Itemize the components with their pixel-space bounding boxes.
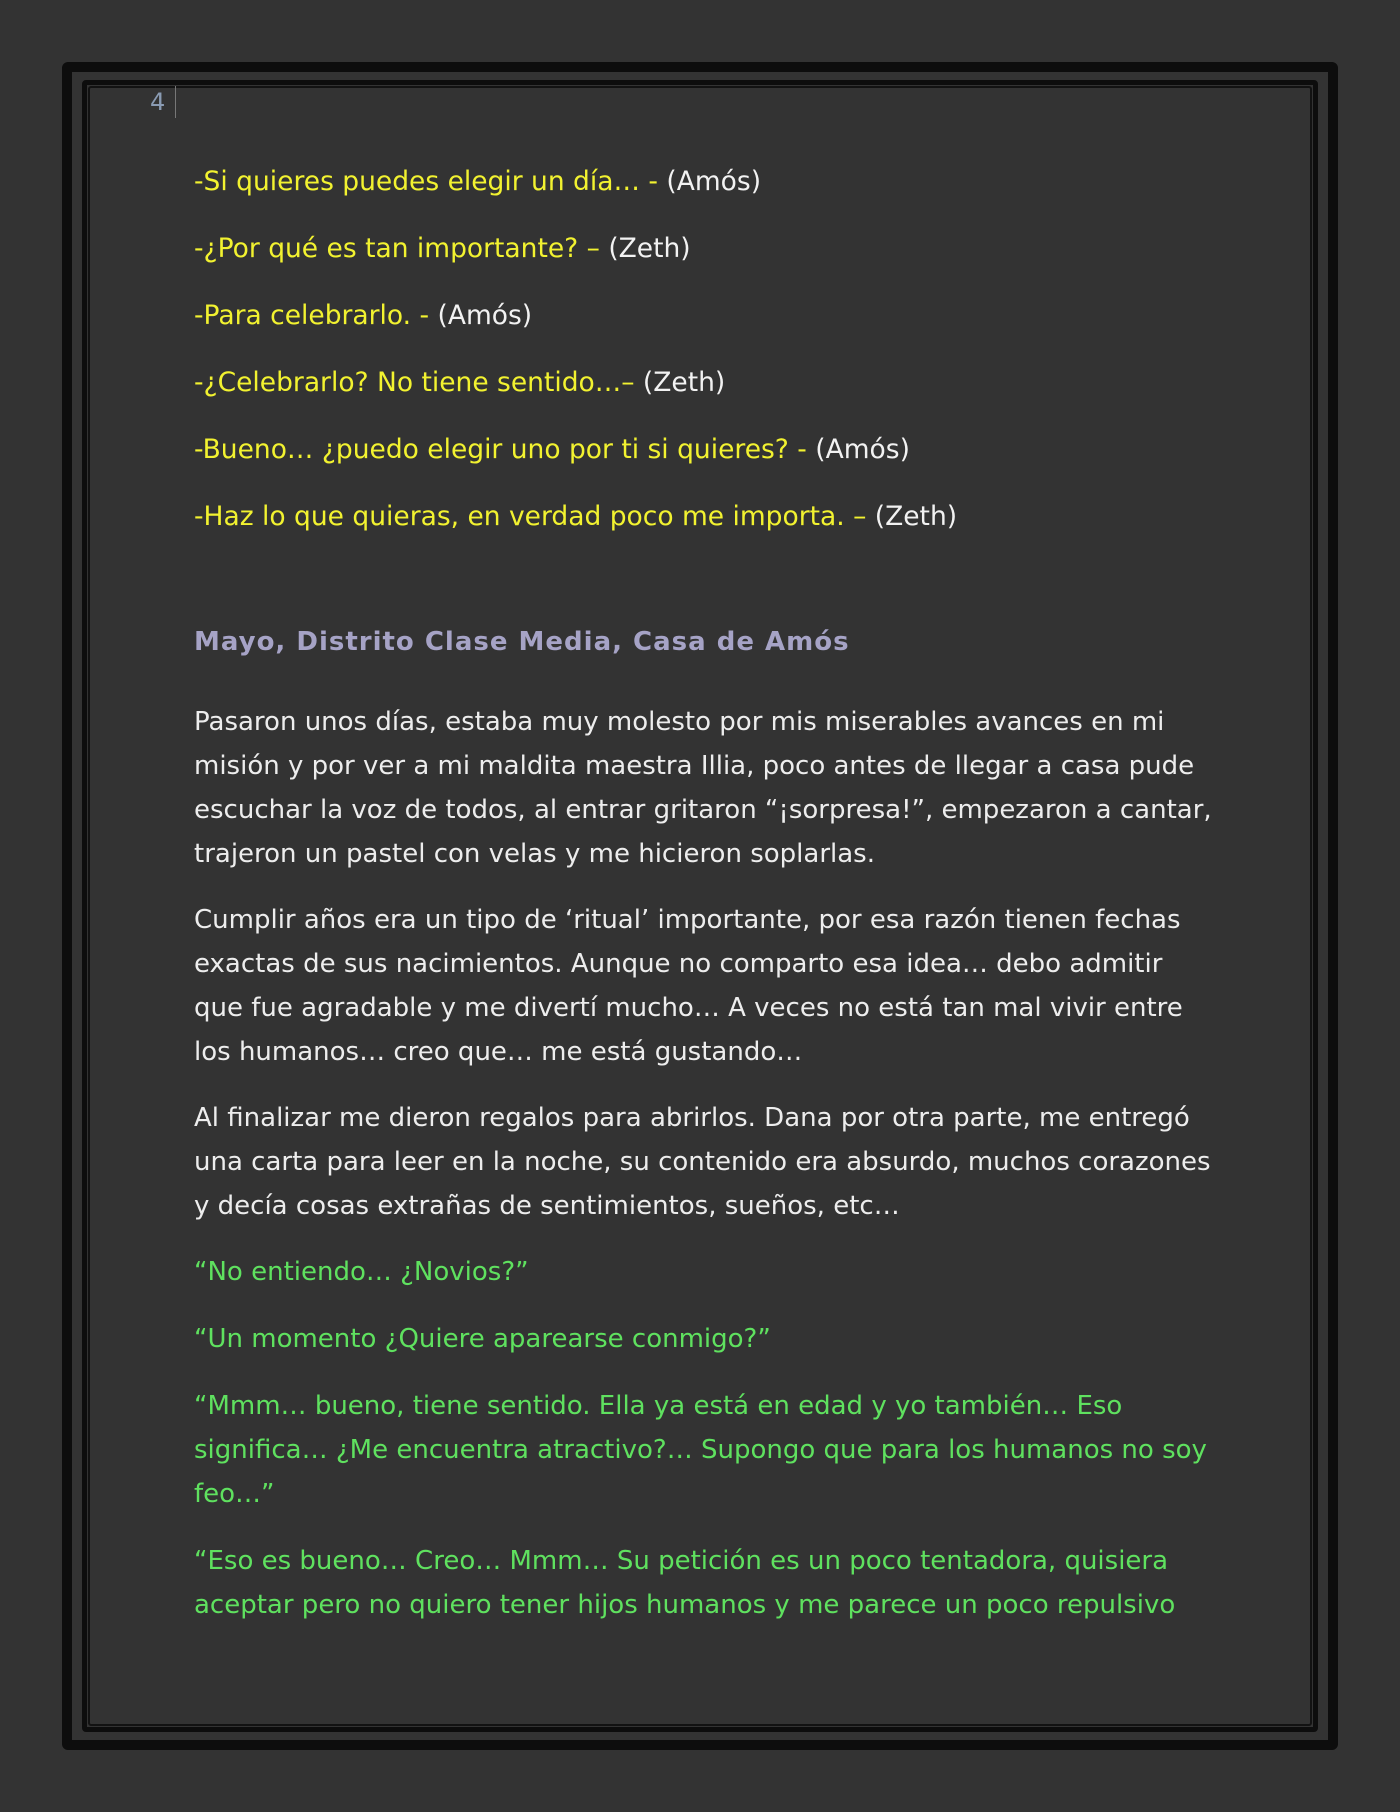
dialogue-speaker: (Amós) xyxy=(437,300,533,331)
dialogue-speaker: (Amós) xyxy=(815,434,910,465)
dialogue-line xyxy=(194,227,1214,271)
dialogue-line xyxy=(194,160,1214,204)
dialogue-text: -Bueno… ¿puedo elegir uno por ti si quieres? - xyxy=(194,434,816,465)
page-content xyxy=(194,160,1214,1650)
dialogue-text: -Para celebrarlo. - xyxy=(194,300,438,331)
dialogue-speaker: (Zeth) xyxy=(642,367,726,398)
thought-line: “Eso es bueno… Creo… Mmm… Su petición es un poco tentadora, quisiera aceptar pero no quiero tener hijos humanos y me parece un poco repulsivo xyxy=(194,1546,1176,1620)
thought-line: “Un momento ¿Quiere aparearse conmigo?” xyxy=(194,1324,771,1354)
dialogue-text: -¿Celebrarlo? No tiene sentido…– xyxy=(194,367,643,398)
dialogue-speaker: (Zeth) xyxy=(874,501,958,532)
narration-paragraph: Al finalizar me dieron regalos para abrirlos. Dana por otra parte, me entregó una carta para leer en la noche, su contenido era absurdo, muchos corazones y decía cosas extrañas de sentimientos, sueños, etc… xyxy=(194,1103,1211,1221)
dialogue-line xyxy=(194,361,1214,405)
dialogue-text: -Haz lo que quieras, en verdad poco me importa. – xyxy=(194,501,875,532)
scene-heading: Mayo, Distrito Clase Media, Casa de Amós xyxy=(194,627,850,657)
dialogue-speaker: (Amós) xyxy=(666,166,762,197)
dialogue-speaker: (Zeth) xyxy=(608,233,691,264)
dialogue-line xyxy=(194,428,1214,472)
dialogue-line xyxy=(194,294,1214,338)
narration-paragraph: Cumplir años era un tipo de ‘ritual’ importante, por esa razón tienen fechas exactas de sus nacimientos. Aunque no comparto esa idea… debo admitir que fue agradable y me divertí mucho… A veces no está tan mal vivir entre los humanos… creo que… me está gustando… xyxy=(194,905,1183,1067)
page-number: 4 xyxy=(150,86,176,118)
dialogue-line xyxy=(194,495,1214,539)
dialogue-text: -Si quieres puedes elegir un día… - xyxy=(194,166,667,197)
thought-line: “Mmm… bueno, tiene sentido. Ella ya está en edad y yo también… Eso significa… ¿Me encuentra atractivo?… Supongo que para los humanos no soy feo…” xyxy=(194,1391,1207,1509)
thought-line: “No entiendo… ¿Novios?” xyxy=(194,1257,529,1287)
dialogue-text: -¿Por qué es tan importante? – xyxy=(194,233,609,264)
narration-paragraph: Pasaron unos días, estaba muy molesto por mis miserables avances en mi misión y por ver a mi maldita maestra Illia, poco antes de llegar a casa pude escuchar la voz de todos, al entrar gritaron “¡sorpresa!”, empezaron a cantar, trajeron un pastel con velas y me hicieron soplarlas. xyxy=(194,707,1212,869)
